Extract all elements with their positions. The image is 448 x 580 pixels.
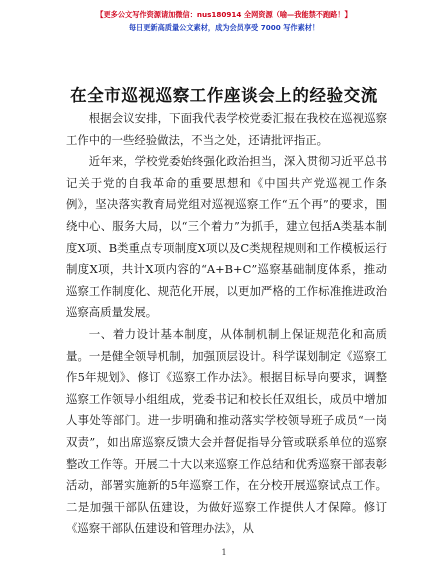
paragraph-overview: 近年来，学校党委始终强化政治担当，深入贯彻习近平总书记关于党的自我革命的重要思想和《中国共产党巡视工作条例》，坚决落实教育局党组对巡视巡察工作“五个再”的要求，围绕中心、服务大局，以“三个着力”为抓手，建立包括A类基本制度X项、B类重点专项制度X项以及C类规程规则和工作模板运行制度X项，共计X项内容的“A+B+C”巡察基础制度体系，推动巡察工作制度化、规范化开展，以更加严格的工作标准推进政治巡察高质量发展。 <box>66 154 387 320</box>
document-body <box>66 108 387 540</box>
paragraph-section-one: 一、着力设计基本制度，从体制机制上保证规范化和高质量。一是健全领导机制，加强顶层设计。科学谋划制定《巡察工作5年规划》、修订《巡察工作办法》。根据目标导向要求，调整巡察工作领导小组组成，党委书记和校长任双组长，成员中增加人事处等部门。进一步明确和推动落实学校领导班子成员“一岗双责”，如出席巡察反馈大会并督促指导分管或联系单位的巡察整改工作等。开展二十大以来巡察工作总结和优秀巡察干部表彰活动，部署实施新的5年巡察工作，在分校开展巡察试点工作。二是加强干部队伍建设，为做好巡察工作提供人才保障。修订《巡察干部队伍建设和管理办法》，从 <box>66 326 387 536</box>
banner-line-2: 每日更新高质量公文素材，成为会员享受 7000 写作素材！ <box>128 23 320 32</box>
header-banner <box>0 8 448 34</box>
document-title: 在全市巡视巡察工作座谈会上的经验交流 <box>70 86 378 105</box>
page-number: 1 <box>221 548 227 557</box>
banner-line-1: 【更多公文写作资源请加微信：nus180914 全网资源（喻—我能禁不跑路！】 <box>96 10 352 19</box>
paragraph-intro: 根据会议安排，下面我代表学校党委汇报在我校在巡视巡察工作中的一些经验做法，不当之处，还请批评指正。 <box>66 111 387 147</box>
